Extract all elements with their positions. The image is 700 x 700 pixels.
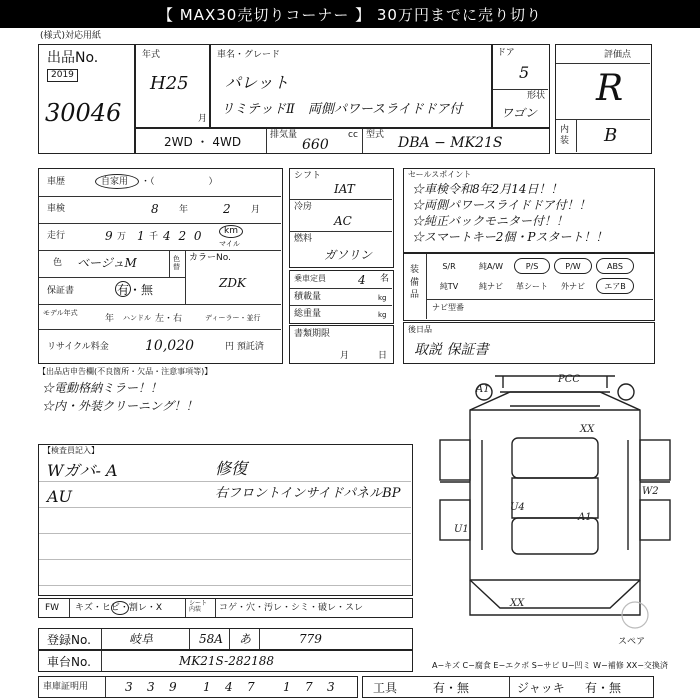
dealer-label: ディーラー・並行	[205, 314, 261, 322]
load-unit: kg	[378, 294, 387, 302]
reg-num: 779	[299, 632, 322, 646]
load-label: 積載量	[294, 292, 322, 302]
diagram-mark-u1: U1	[454, 524, 469, 535]
equip-aftermarket-navi: 外ナビ	[561, 281, 585, 291]
diagram-mark-pcc: PCC	[558, 374, 581, 385]
jack-value: 有・無	[585, 681, 622, 695]
after-items-label: 後日品	[408, 325, 432, 334]
docs-day: 日	[378, 351, 388, 361]
shift-value: IAT	[334, 182, 355, 196]
selling-point-item: ☆車検令和8年2月14日！！	[412, 182, 563, 196]
color-no-label: カラーNo.	[189, 253, 231, 263]
cert-digit: 3	[327, 680, 335, 694]
inspector-label: 【検査員記入】	[43, 446, 99, 455]
diagram-mark-xx-top: XX	[580, 424, 595, 435]
recycle-unit: 円 預託済	[225, 342, 264, 352]
cert-digit: 7	[247, 680, 255, 694]
warranty-label: 保証書	[47, 286, 75, 296]
reg-row	[38, 628, 413, 650]
equip-power-window: P/W	[554, 258, 592, 274]
inspection-month-unit: 月	[251, 205, 261, 215]
form-title: (様式)対応用紙	[40, 31, 102, 41]
equip-sr: S/R	[442, 261, 456, 271]
spare-label: スペア	[618, 637, 646, 647]
car-diagram	[410, 370, 690, 630]
selling-point-item: ☆純正バックモニター付！！	[412, 214, 569, 228]
car-name-box	[210, 44, 492, 128]
selling-point-item: ☆両側パワースライドドア付！！	[412, 198, 591, 212]
cert-row	[38, 676, 358, 698]
displacement-value: 660	[302, 137, 329, 153]
doors-label: ドア	[497, 48, 515, 58]
mileage-unit-km: km	[224, 226, 238, 236]
car-name: パレット	[225, 73, 289, 92]
year-box	[135, 44, 210, 128]
seller-note-item: ☆内・外装クリーニング！！	[42, 399, 198, 413]
seller-notes	[38, 368, 328, 428]
rating-box	[555, 44, 652, 154]
cert-label: 車庫証明用	[43, 682, 89, 692]
model-year-label: モデル年式	[43, 309, 78, 317]
fuel-label: 燃料	[294, 234, 313, 244]
diagram-mark-w2: W2	[642, 486, 659, 497]
cert-digit: 4	[225, 680, 233, 694]
doors-value: 5	[519, 63, 530, 82]
damage-legend: A−キズ C−腐食 E−エクボ S−サビ U−凹ミ W−補修 XX−交換済	[432, 661, 668, 670]
spec-row	[135, 128, 550, 154]
shape-value: ワゴン	[501, 106, 538, 120]
fuel-value: ガソリン	[324, 248, 373, 262]
displacement-label: 排気量	[270, 130, 298, 140]
color-label: 色	[53, 258, 63, 268]
cert-digit: 9	[169, 680, 177, 694]
displacement-unit: cc	[348, 130, 358, 140]
weight-unit: kg	[378, 311, 387, 319]
mileage-digits: 4 2 0	[163, 229, 204, 243]
year-label: 年式	[142, 50, 161, 60]
interior-label: 内装	[560, 125, 570, 146]
color-value: ベージュM	[77, 256, 137, 270]
recycle-label: リサイクル料金	[47, 342, 109, 352]
tool-label: 工具	[373, 681, 398, 695]
year-month-suffix: 月	[198, 114, 208, 124]
model-label: 型式	[366, 130, 385, 140]
docs-block	[289, 325, 394, 364]
warranty-value: 有・無	[117, 283, 154, 297]
equip-tv: 純TV	[439, 281, 459, 291]
history-block	[38, 168, 283, 364]
diagram-mark-xx-bottom: XX	[510, 598, 525, 609]
color-no-value: ZDK	[219, 276, 246, 290]
reg-area: 岐阜	[129, 632, 154, 646]
navi-model-label: ナビ型番	[432, 303, 464, 312]
cooling-value: AC	[334, 214, 352, 228]
banner: 【 MAX30売切りコーナー 】 30万円までに売り切り	[0, 0, 700, 28]
cert-digit: 1	[283, 680, 291, 694]
mileage-sen-unit: 千	[149, 232, 159, 242]
shift-block	[289, 168, 394, 268]
rating-label: 評価点	[604, 50, 632, 60]
reg-label: 登録No.	[47, 633, 91, 647]
fw-value: キズ・ヒビ・割レ・X	[75, 603, 162, 613]
inspector-row1-left: Wガバ- A	[47, 461, 118, 480]
chassis-row	[38, 650, 413, 672]
interior-value: B	[604, 125, 618, 146]
history-value: 自家用	[101, 177, 129, 187]
cert-digit: 3	[147, 680, 155, 694]
recycle-value: 10,020	[145, 338, 194, 354]
capacity-value: 4	[358, 273, 366, 287]
weight-label: 総重量	[294, 309, 322, 319]
mileage-unit-mile: マイル	[219, 240, 240, 248]
equip-airbag: エアB	[596, 278, 634, 294]
lot-number: 30046	[45, 99, 122, 127]
name-label: 車名・グレード	[217, 50, 281, 60]
history-rest: ・（ ）	[141, 177, 218, 187]
inspection-label: 車検	[47, 204, 66, 214]
cert-digit: 1	[203, 680, 211, 694]
lot-box	[38, 44, 135, 154]
fw-row	[38, 598, 413, 618]
selling-points-label: セールスポイント	[408, 170, 472, 179]
capacity-unit: 名	[380, 274, 390, 284]
inspector-block	[38, 444, 413, 596]
capacity-block	[289, 270, 394, 324]
model-year-unit: 年	[105, 314, 115, 324]
inspection-year-unit: 年	[179, 205, 189, 215]
mileage-man: 9	[105, 229, 113, 243]
docs-month: 月	[340, 351, 350, 361]
diagram-mark-a1-side: A1	[578, 512, 592, 523]
jack-label: ジャッキ	[517, 681, 565, 695]
model-value: DBA − MK21S	[398, 135, 503, 151]
seller-note-item: ☆電動格納ミラー！！	[42, 381, 163, 395]
equip-power-steering: P/S	[514, 258, 550, 274]
shape-label: 形状	[527, 91, 546, 101]
equipment-block	[403, 253, 655, 321]
year-tag: 2019	[47, 69, 78, 82]
equip-abs: ABS	[596, 258, 634, 274]
inspection-year: 8	[151, 202, 159, 216]
seller-notes-label: 【出品店申告欄(不良箇所・欠品・注意事項等)】	[38, 367, 213, 376]
year-value: H25	[150, 73, 189, 94]
inspection-month: 2	[223, 202, 231, 216]
history-label: 車歴	[47, 177, 66, 187]
inspector-row2-left: AU	[47, 487, 73, 506]
doors-box	[492, 44, 550, 128]
shift-label: シフト	[294, 171, 322, 181]
equipment-label: 装備品	[410, 265, 420, 301]
handle-label: ハンドル	[123, 314, 151, 322]
selling-point-item: ☆スマートキー2個・Pスタート！！	[412, 230, 608, 244]
mileage-label: 走行	[47, 231, 66, 241]
cert-digit: 3	[125, 680, 133, 694]
tool-value: 有・無	[433, 681, 470, 695]
tools-row	[362, 676, 654, 698]
cert-digit: 7	[305, 680, 313, 694]
lot-label: 出品No.	[47, 50, 99, 66]
rating-value: R	[596, 68, 624, 109]
selling-points-block	[403, 168, 655, 253]
diagram-mark-u4: U4	[510, 502, 525, 513]
capacity-label: 乗車定員	[294, 274, 326, 283]
after-items-block	[403, 322, 655, 364]
docs-label: 書類期限	[294, 329, 331, 339]
chassis-value: MK21S-282188	[179, 654, 275, 668]
mileage-man-unit: 万	[117, 232, 127, 242]
grade: リミテッドⅡ 両側パワースライドドア付	[221, 102, 463, 117]
handle-value: 左・右	[155, 314, 183, 324]
equip-leather-seat: 革シート	[516, 281, 548, 291]
seat-value: コゲ・穴・汚レ・シミ・破レ・スレ	[219, 603, 364, 613]
diagram-mark-a1-top: A1	[476, 384, 490, 395]
after-items-value: 取説 保証書	[414, 342, 489, 358]
reg-kana: あ	[239, 632, 252, 646]
mileage-sen: 1	[137, 229, 145, 243]
equip-alloy-wheel: 純A/W	[478, 261, 504, 271]
chassis-label: 車台No.	[47, 655, 91, 669]
fw-label: FW	[45, 603, 60, 613]
inspector-row1-right: 修復	[215, 459, 248, 478]
inspector-row2-right: 右フロントインサイドパネルBP	[215, 486, 401, 501]
drive: 2WD ・ 4WD	[164, 135, 242, 149]
equip-navi: 純ナビ	[479, 281, 503, 291]
reg-class: 58A	[199, 632, 223, 646]
cooling-label: 冷房	[294, 202, 313, 212]
color-change-label: 色替	[173, 255, 180, 272]
seat-label: シート内装	[189, 600, 208, 613]
